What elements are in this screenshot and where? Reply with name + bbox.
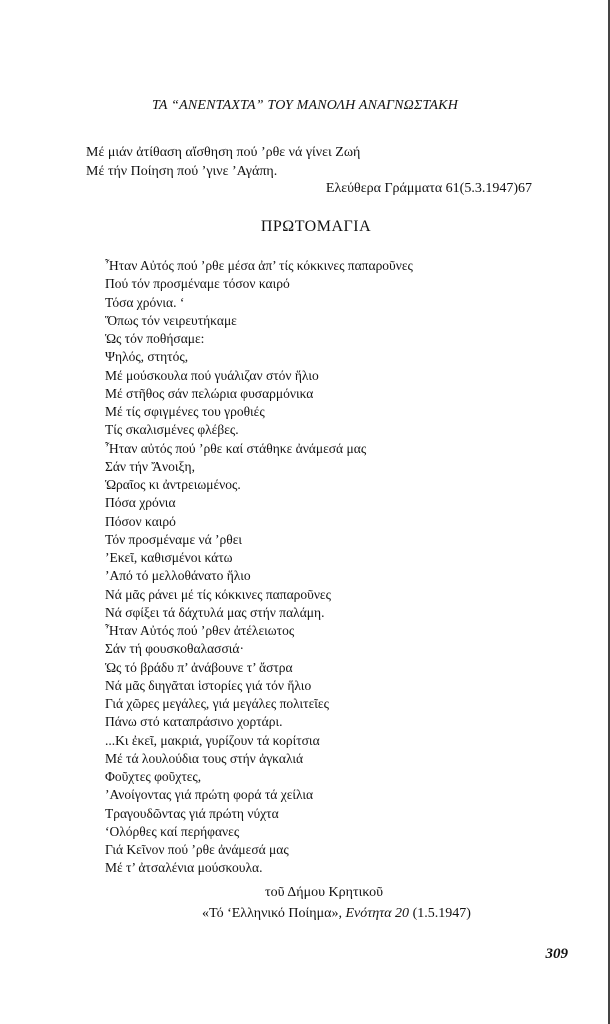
poem-author: τοῦ Δήμου Κρητικοῦ [265,885,384,900]
poem-line: Τόσα χρόνια. ‘ [105,294,185,310]
poem-line: Πόσα χρόνια [105,495,176,511]
poem-line: Μέ μούσκουλα πού γυάλιζαν στόν ἥλιο [105,367,319,383]
poem-line: Σάν τή φουσκοθαλασσιά· [105,641,244,657]
poem-line: Σάν τήν Ἄνοιξη, [105,458,195,474]
poem-line: Νά σφίξει τά δάχτυλά μας στήν παλάμη. [105,604,325,620]
poem-line: Ἦταν Αὐτός πού ’ρθε μέσα ἀπ’ τίς κόκκινες παπαροῦνες [105,258,413,273]
poem-line: Ἦταν αὐτός πού ’ρθε καί στάθηκε ἀνάμεσά μας [105,440,367,456]
poem-line: Νά μᾶς ράνει μέ τίς κόκκινες παπαροῦνες [105,586,331,602]
poem-line: Μέ τά λουλούδια τους στήν ἀγκαλιά [105,750,304,766]
poem-line: ‘Ολόρθες καί περήφανες [105,823,240,839]
poem-line: Γιά χῶρες μεγάλες, γιά μεγάλες πολιτεῖες [105,696,329,711]
poem-title: ΠΡΩΤΟΜΑΓΙΑ [260,218,372,235]
poem-body [105,257,413,878]
poem-line: Ὡς τόν ποθήσαμε: [105,331,205,346]
poem-line: Γιά Κεῖνον πού ’ρθε ἀνάμεσά μας [105,842,289,857]
poem-line: Πόσον καιρό [105,513,176,529]
poem-line: Ἦταν Αὐτός πού ’ρθεν ἀτέλειωτος [105,623,295,638]
poem-line: Ὅπως τόν νειρευτήκαμε [105,312,237,328]
poem-line: Μέ στῆθος σάν πελώρια φυσαρμόνικα [105,385,314,401]
poem-line: Ὡς τό βράδυ π’ ἀνάβουνε τ’ ἄστρα [105,659,293,675]
poem-line: Νά μᾶς διηγᾶται ἱστορίες γιά τόν ἥλιο [105,677,312,693]
poem-line: Πάνω στό καταπράσινο χορτάρι. [105,714,283,730]
poem-line: ’Από τό μελλοθάνατο ἥλιο [105,568,251,584]
epigraph-line-1: Μέ μιάν ἀτίθαση αἴσθηση πού ’ρθε νά γίνει Ζωή [86,145,361,160]
poem-source [202,906,471,922]
page-header-title: ΤΑ “ΑΝΕΝΤΑΧΤΑ” ΤΟΥ ΜΑΝΟΛΗ ΑΝΑΓΝΩΣΤΑΚΗ [151,98,459,113]
poem-line: ’Εκεῖ, καθισμένοι κάτω [105,550,233,565]
poem-line: Πού τόν προσμέναμε τόσον καιρό [105,276,290,292]
poem-line: ’Ανοίγοντας γιά πρώτη φορά τά χείλια [105,787,314,803]
poem-line: Τόν προσμέναμε νά ’ρθει [105,531,243,547]
poem-line: Τραγουδῶντας γιά πρώτη νύχτα [105,805,279,821]
poem-line: Μέ τ’ ἀτσαλένια μούσκουλα. [105,860,263,876]
poem-line: Ψηλός, στητός, [105,349,189,365]
poem-line: Τίς σκαλισμένες φλέβες. [105,422,239,438]
poem-line: ...Κι ἐκεῖ, μακριά, γυρίζουν τά κορίτσια [105,732,320,748]
epigraph [86,143,360,181]
page-number: 309 [545,946,568,962]
poem-source-publication: «Τό ‘Ελληνικό Ποίημα», [202,906,346,921]
poem-line: Ὡραῖος κι ἀντρειωμένος. [105,477,241,492]
poem-source-date: (1.5.1947) [409,906,471,921]
poem-line: Φοῦχτες φοῦχτες, [105,769,202,784]
poem-line: Μέ τίς σφιγμένες του γροθιές [105,404,265,419]
epigraph-source: Ελεύθερα Γράμματα 61(5.3.1947)67 [325,181,532,196]
epigraph-line-2: Μέ τήν Ποίηση πού ’γινε ’Αγάπη. [86,164,278,179]
poem-source-issue: Ενότητα 20 [345,906,410,921]
